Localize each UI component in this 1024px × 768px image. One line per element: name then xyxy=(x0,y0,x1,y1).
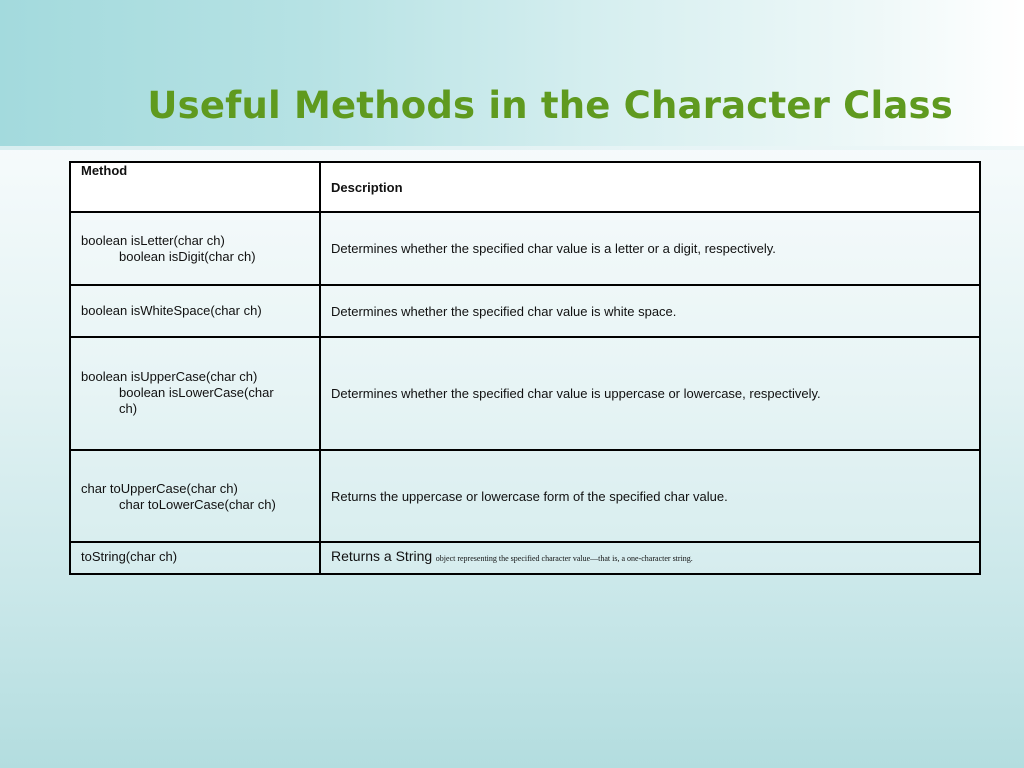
description-cell: Returns the uppercase or lowercase form of the specified char value. xyxy=(320,450,980,542)
method-signature: char toUpperCase(char ch) xyxy=(81,481,238,496)
description-small: object representing the specified character value—that is, a one-character string. xyxy=(435,554,693,563)
method-cell xyxy=(70,450,320,542)
method-signature: boolean isDigit(char ch) xyxy=(119,249,256,264)
method-signature: ch) xyxy=(119,401,138,416)
table-row xyxy=(70,542,980,574)
method-cell xyxy=(70,337,320,450)
table-header-row xyxy=(70,162,980,212)
method-signature: boolean isLetter(char ch) xyxy=(81,233,225,248)
banner-divider xyxy=(0,146,1024,150)
description-cell xyxy=(320,542,980,574)
methods-table xyxy=(69,161,981,575)
header-method: Method xyxy=(70,162,320,212)
method-signature: boolean isLowerCase(char xyxy=(119,385,274,400)
method-signature: boolean isUpperCase(char ch) xyxy=(81,369,258,384)
method-cell xyxy=(70,212,320,285)
table-row xyxy=(70,212,980,285)
description-cell: Determines whether the specified char value is a letter or a digit, respectively. xyxy=(320,212,980,285)
method-cell xyxy=(70,285,320,337)
description-main: Returns a String xyxy=(331,548,433,564)
table-row xyxy=(70,450,980,542)
slide-title: Useful Methods in the Character Class xyxy=(147,84,953,127)
method-cell xyxy=(70,542,320,574)
table-row xyxy=(70,337,980,450)
method-signature: toString(char ch) xyxy=(81,549,178,564)
table-row xyxy=(70,285,980,337)
method-signature: char toLowerCase(char ch) xyxy=(119,497,276,512)
description-cell: Determines whether the specified char value is white space. xyxy=(320,285,980,337)
method-signature: boolean isWhiteSpace(char ch) xyxy=(81,303,262,318)
description-cell: Determines whether the specified char value is uppercase or lowercase, respectively. xyxy=(320,337,980,450)
header-description: Description xyxy=(320,162,980,212)
